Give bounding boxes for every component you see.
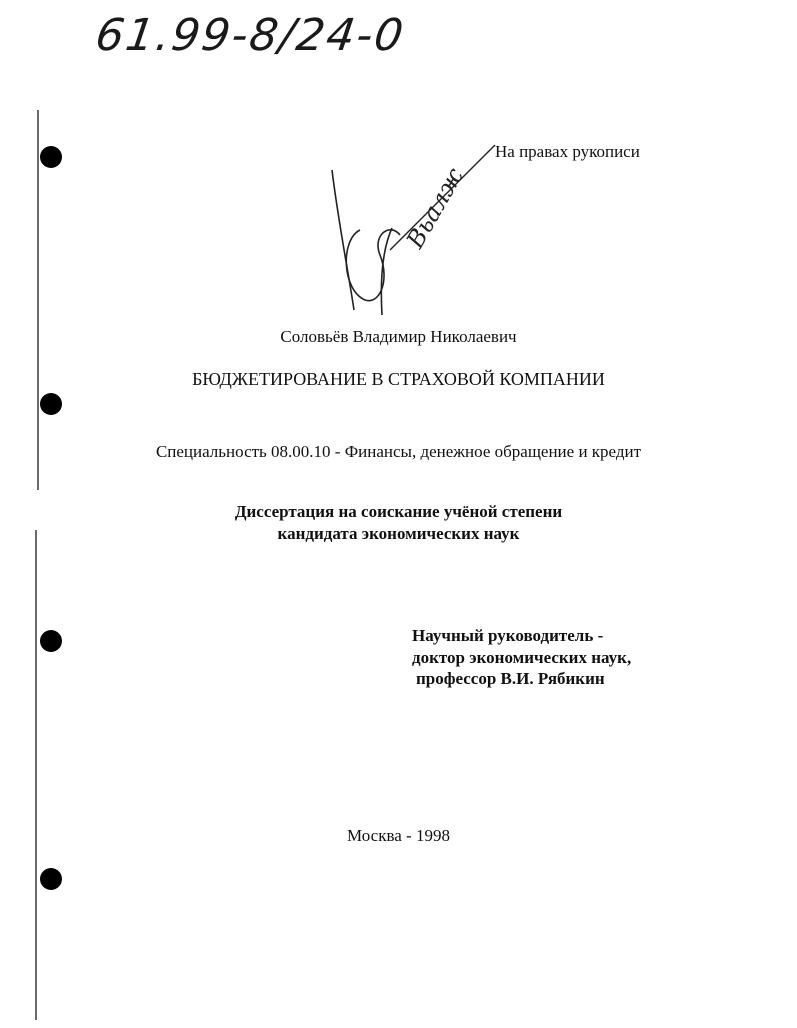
signature [320,140,500,320]
supervisor-line-2: доктор экономических наук, [412,648,632,667]
binding-line [35,530,37,1020]
degree-line-1: Диссертация на соискание учёной степени [234,502,563,521]
supervisor-line-3: профессор В.И. Рябикин [416,669,605,688]
degree-line-2: кандидата экономических наук [277,524,520,543]
manuscript-rights-note: На правах рукописи [495,142,640,161]
catalog-number-handwritten: 61.99-8/24-0 [92,10,409,61]
punch-hole [40,146,62,168]
punch-hole [40,630,62,652]
dissertation-title: БЮДЖЕТИРОВАНИЕ В СТРАХОВОЙ КОМПАНИИ [192,369,605,389]
signature-text: Вьалж [400,163,469,253]
supervisor-line-1: Научный руководитель - [412,626,604,645]
punch-hole [40,393,62,415]
author-name: Соловьёв Владимир Николаевич [280,327,517,346]
binding-line [37,110,39,490]
place-and-year: Москва - 1998 [347,826,450,845]
punch-hole [40,868,62,890]
specialty-line: Специальность 08.00.10 - Финансы, денежное обращение и кредит [155,442,642,461]
